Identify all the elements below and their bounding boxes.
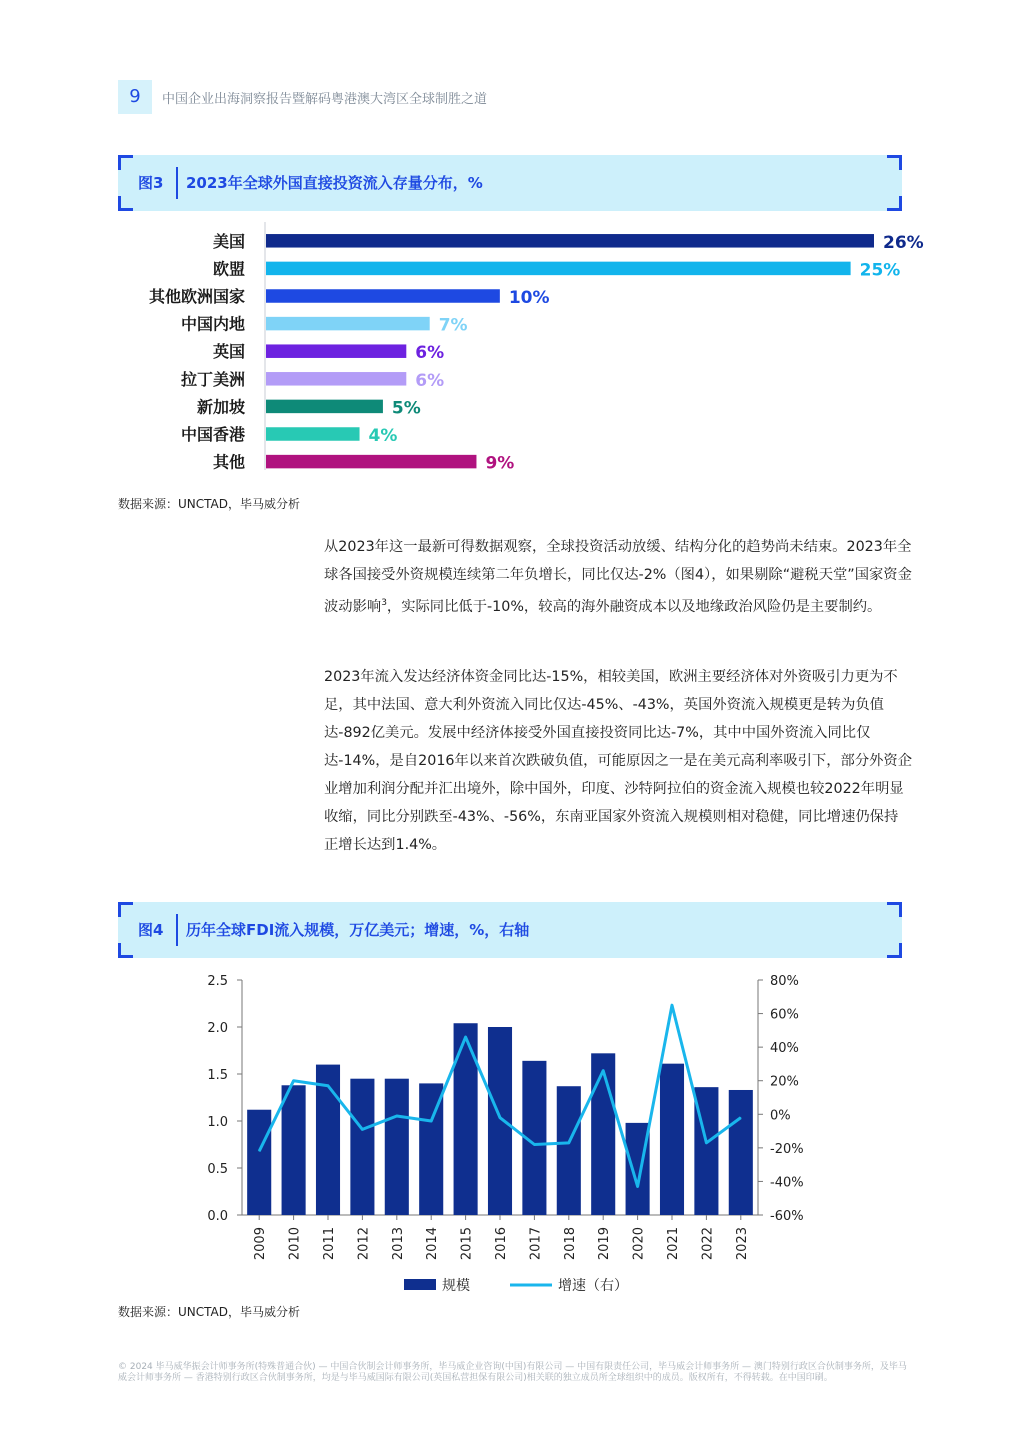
figure4-x-tick-label: 2015 <box>459 1227 475 1261</box>
figure3-value-label: 10% <box>508 288 550 308</box>
figure4-legend-label-line: 增速（右） <box>558 1278 628 1294</box>
figure4-right-tick-label: -60% <box>770 1209 804 1224</box>
figure4-line-point <box>740 1117 741 1118</box>
figure4-x-tick-label: 2018 <box>562 1227 578 1261</box>
figure4-x-tick-label: 2023 <box>734 1227 750 1261</box>
figure3-category-label: 英国 <box>212 342 245 362</box>
figure4-right-tick-label: 60% <box>770 1007 799 1023</box>
figure4-x-tick-label: 2022 <box>700 1227 716 1261</box>
figure4-line-point <box>293 1080 294 1081</box>
figure3-bar-chart <box>118 220 924 480</box>
figure3-value-label: 9% <box>485 453 515 474</box>
figure4-bar <box>350 1079 374 1215</box>
figure3-value-label: 7% <box>438 315 468 336</box>
figure4-line-point <box>672 1005 673 1006</box>
figure3-bar <box>266 262 851 276</box>
figure4-left-tick-label: 1.5 <box>207 1068 228 1083</box>
figure3-category-label: 中国香港 <box>180 425 245 444</box>
figure3-value-label: 25% <box>859 260 901 281</box>
figure4-line-point <box>431 1121 432 1122</box>
figure4-x-tick-label: 2020 <box>631 1227 647 1261</box>
figure3-header <box>118 155 902 211</box>
figure3-category-label: 美国 <box>212 231 245 251</box>
footnote-ref: 3 <box>381 598 387 608</box>
figure4-x-tick-label: 2014 <box>425 1227 441 1261</box>
figure3-category-label: 新加坡 <box>196 397 245 417</box>
figure4-x-tick-label: 2010 <box>287 1227 303 1261</box>
figure4-bar <box>729 1090 753 1215</box>
figure4-x-tick-label: 2017 <box>528 1227 544 1261</box>
figure3-bar <box>266 427 360 441</box>
figure4-legend-label-bars: 规模 <box>442 1278 470 1294</box>
figure4-x-tick-label: 2009 <box>253 1227 269 1261</box>
figure4-bar <box>488 1027 512 1215</box>
figure4-left-tick-label: 1.0 <box>207 1115 228 1130</box>
figure4-x-tick-label: 2019 <box>597 1227 613 1261</box>
figure3-value-label: 4% <box>368 426 398 446</box>
figure3-bar <box>266 344 406 358</box>
figure4-label: 图4 <box>138 921 164 939</box>
figure4-right-tick-label: 0% <box>770 1108 791 1124</box>
page-number: 9 <box>118 80 152 114</box>
figure4-line-point <box>362 1129 363 1130</box>
figure4-combo-chart <box>118 965 902 1305</box>
figure3-title: 2023年全球外国直接投资流入存量分布，% <box>186 174 483 192</box>
figure3-category-label: 欧盟 <box>212 259 245 279</box>
figure4-left-tick-label: 2.5 <box>207 974 228 989</box>
figure4-line-point <box>706 1142 707 1143</box>
figure4-bar <box>557 1086 581 1215</box>
figure4-bar <box>591 1053 615 1215</box>
figure4-x-tick-label: 2021 <box>666 1227 681 1261</box>
figure3-category-label: 其他 <box>212 452 245 472</box>
figure4-line-point <box>465 1037 466 1038</box>
figure4-right-tick-label: 40% <box>770 1041 799 1057</box>
figure4-right-tick-label: 80% <box>770 974 799 989</box>
figure4-header <box>118 902 902 958</box>
copyright-footer: © 2024 毕马威华振会计师事务所(特殊普通合伙) — 中国合伙制会计师事务所，毕马威企业咨询(中国)有限公司 — 中国有限责任公司，毕马威会计师事务所 — 澳门特别行政区合伙制事务所，及毕马威会计师事务所 — 香港特别行政区合伙制事务所，均是与毕马威国际有限公司(英国私营担保有限公司)相关联的独立成员所全球组织中的成员。版权所有，不得转载。在中国印刷。 <box>118 1362 907 1383</box>
figure4-bar <box>282 1085 306 1215</box>
figure3-category-label: 中国内地 <box>180 314 245 334</box>
paragraph-2: 2023年流入发达经济体资金同比达-15%，相较美国，欧洲主要经济体对外资吸引力更为不足，其中法国、意大利外资流入同比仅达-45%、-43%，英国外资流入规模更是转为负值达-892亿美元。发展中经济体接受外国直接投资同比达-7%，其中中国外资流入同比仅达-14%，是自2016年以来首次跌破负值，可能原因之一是在美元高利率吸引下，部分外资企业增加利润分配并汇出境外，除中国外，印度、沙特阿拉伯的资金流入规模也较2022年明显收缩，同比分别跌至-43%、-56%，东南亚国家外资流入规模则相对稳健，同比增速仍保持正增长达到1.4%。 <box>324 669 913 853</box>
figure3-bar <box>266 234 874 248</box>
figure3-value-label: 6% <box>415 370 445 391</box>
figure4-right-tick-label: 20% <box>770 1074 799 1090</box>
figure4-left-tick-label: 0.0 <box>207 1209 228 1224</box>
figure4-bar <box>660 1064 684 1215</box>
paragraph-1: 从2023年这一最新可得数据观察，全球投资活动放缓、结构分化的趋势尚未结束。2023年全球各国接受外资规模连续第二年负增长，同比仅达-2%（图4），如果剔除“避税天堂”国家资金波动影响$^3$，实际同比低于-10%，较高的海外融资成本以及地缘政治风险仍是主要制约。 <box>324 539 912 615</box>
figure3-bar <box>266 317 430 331</box>
figure3-bar <box>266 455 476 469</box>
figure4-line-point <box>603 1070 604 1071</box>
document-title: 中国企业出海洞察报告暨解码粤港澳大湾区全球制胜之道 <box>162 92 488 107</box>
figure4-title: 历年全球FDI流入规模，万亿美元；增速，%，右轴 <box>186 921 530 939</box>
figure4-left-tick-label: 2.0 <box>207 1021 228 1036</box>
figure4-line-point <box>534 1144 535 1145</box>
figure4-x-tick-label: 2013 <box>390 1227 406 1261</box>
figure3-source: 数据来源：UNCTAD，毕马威分析 <box>118 497 300 511</box>
figure4-source: 数据来源：UNCTAD，毕马威分析 <box>118 1305 300 1319</box>
figure4-line-point <box>568 1142 569 1143</box>
figure3-value-label: 6% <box>415 343 445 364</box>
figure3-value-label: 5% <box>391 398 421 419</box>
figure3-bar <box>266 400 383 414</box>
figure4-bar <box>385 1079 409 1215</box>
figure4-x-tick-label: 2011 <box>322 1227 337 1261</box>
figure3-value-label: 26% <box>883 232 924 253</box>
figure4-right-tick-label: -40% <box>770 1175 804 1191</box>
figure4-x-tick-label: 2012 <box>356 1227 372 1261</box>
figure4-bar <box>454 1023 478 1215</box>
figure3-category-label: 其他欧洲国家 <box>148 287 245 306</box>
figure4-line-point <box>500 1117 501 1118</box>
figure4-line-point <box>259 1151 260 1152</box>
figure4-line-point <box>328 1085 329 1086</box>
figure3-category-label: 拉丁美洲 <box>180 369 245 389</box>
figure3-bar <box>266 289 500 303</box>
figure4-bar <box>247 1110 271 1215</box>
figure4-line-point <box>637 1186 638 1187</box>
figure3-label: 图3 <box>138 174 164 192</box>
figure4-legend-swatch-bars <box>404 1279 436 1290</box>
figure4-right-tick-label: -20% <box>770 1141 804 1157</box>
figure3-bar <box>266 372 406 386</box>
figure4-x-tick-label: 2016 <box>494 1227 509 1261</box>
figure4-line-point <box>396 1115 397 1116</box>
figure4-left-tick-label: 0.5 <box>207 1162 228 1177</box>
